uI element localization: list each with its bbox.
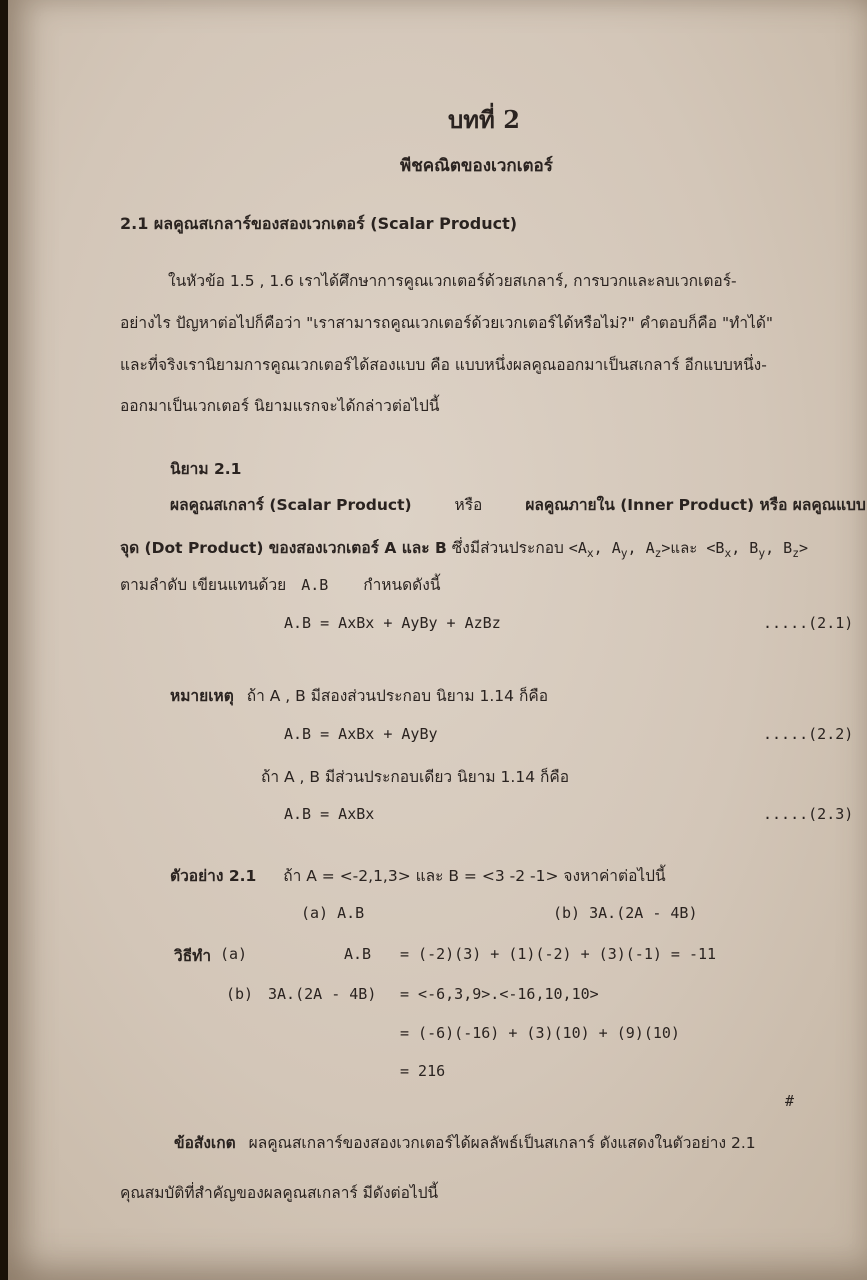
equation-2-1-number: .....(2.1) (763, 614, 854, 632)
example-line (170, 863, 666, 888)
solution-a-rhs: = (-2)(3) + (1)(-2) + (3)(-1) = -11 (400, 945, 717, 963)
intro-line-4: ออกมาเป็นเวกเตอร์ นิยามแรกจะได้กล่าวต่อไปนี้ (120, 397, 440, 415)
solution-b-rhs-3: = 216 (400, 1062, 446, 1080)
section-heading: 2.1 ผลคูณสเกลาร์ของสองเวกเตอร์ (Scalar Product) (120, 214, 518, 233)
definition-line-3 (120, 572, 440, 597)
solution-b-tag: (b) (226, 985, 254, 1003)
written-as-word: ตามลำดับ เขียนแทนด้วย (120, 576, 287, 594)
equation-2-2: A.B = AxBx + AyBy (284, 725, 438, 743)
components-notation: $<A_x$, $A_y$, $A_z>$และ $<B_x$, $B_y$, $B_z>$ (568, 539, 808, 560)
or-word: หรือ (454, 496, 483, 514)
inner-product-term: ผลคูณภายใน (Inner Product) หรือ ผลคูณแบบ (525, 496, 866, 514)
book-page (8, 0, 867, 1280)
equation-2-2-number: .....(2.2) (763, 725, 854, 743)
example-label: ตัวอย่าง 2.1 (170, 867, 257, 885)
example-part-b: (b) 3A.(2A - 4B) (553, 904, 698, 922)
solution-a-lhs: A.B (344, 945, 372, 963)
definition-line-1 (170, 492, 866, 517)
definition-label: นิยาม 2.1 (170, 460, 242, 478)
solution-b-rhs-1: = <-6,3,9>.<-16,10,10> (400, 985, 599, 1003)
intro-line-3: และที่จริงเรานิยามการคูณเวกเตอร์ได้สองแบบ คือ แบบหนึ่งผลคูณออกมาเป็นสเกลาร์ อีกแบบหนึ่ง- (120, 356, 767, 374)
chapter-subtitle: พีชคณิตของเวกเตอร์ (400, 156, 553, 176)
remark-label: หมายเหตุ (170, 687, 234, 705)
note-line-2: คุณสมบัติที่สำคัญของผลคูณสเกลาร์ มีดังต่อไปนี้ (120, 1184, 439, 1202)
defined-as-word: กำหนดดังนี้ (363, 576, 441, 594)
solution-label: วิธีทำ (174, 947, 212, 965)
remark-line-2: ถ้า A , B มีส่วนประกอบเดียว นิยาม 1.14 ก็คือ (261, 768, 570, 786)
intro-line-2: อย่างไร ปัญหาต่อไปก็คือว่า "เราสามารถคูณเวกเตอร์ด้วยเวกเตอร์ได้หรือไม่?" คำตอบก็คือ "ทำได้" (120, 314, 774, 332)
note-label: ข้อสังเกต (174, 1134, 236, 1152)
example-part-a: (a) A.B (301, 904, 365, 922)
example-statement: ถ้า A = <-2,1,3> และ B = <3 -2 -1> จงหาค่าต่อไปนี้ (283, 867, 666, 885)
intro-line-1: ในหัวข้อ 1.5 , 1.6 เราได้ศึกษาการคูณเวกเตอร์ด้วยสเกลาร์, การบวกและลบเวกเตอร์- (168, 272, 737, 290)
solution-b-rhs-2: = (-6)(-16) + (3)(10) + (9)(10) (400, 1024, 680, 1042)
components-word: ซึ่งมีส่วนประกอบ (451, 539, 564, 557)
equation-2-3-number: .....(2.3) (763, 805, 854, 823)
dot-product-term: จุด (Dot Product) ของสองเวกเตอร์ A และ B (120, 539, 447, 557)
end-of-proof-mark: # (785, 1092, 795, 1110)
chapter-title: บทที่ 2 (448, 105, 520, 134)
solution-b-lhs: 3A.(2A - 4B) (268, 985, 377, 1003)
equation-2-1: A.B = AxBx + AyBy + AzBz (284, 614, 501, 632)
dot-notation: A.B (301, 576, 329, 594)
solution-a-tag: (a) (220, 945, 248, 963)
scalar-product-term: ผลคูณสเกลาร์ (Scalar Product) (170, 496, 412, 514)
remark-line-1: หมายเหตุ ถ้า A , B มีสองส่วนประกอบ นิยาม 1.14 ก็คือ (170, 687, 549, 705)
equation-2-3: A.B = AxBx (284, 805, 375, 823)
definition-line-2 (120, 535, 808, 560)
note-line-1: ข้อสังเกต ผลคูณสเกลาร์ของสองเวกเตอร์ได้ผลลัพธ์เป็นสเกลาร์ ดังแสดงในตัวอย่าง 2.1 (174, 1134, 756, 1152)
